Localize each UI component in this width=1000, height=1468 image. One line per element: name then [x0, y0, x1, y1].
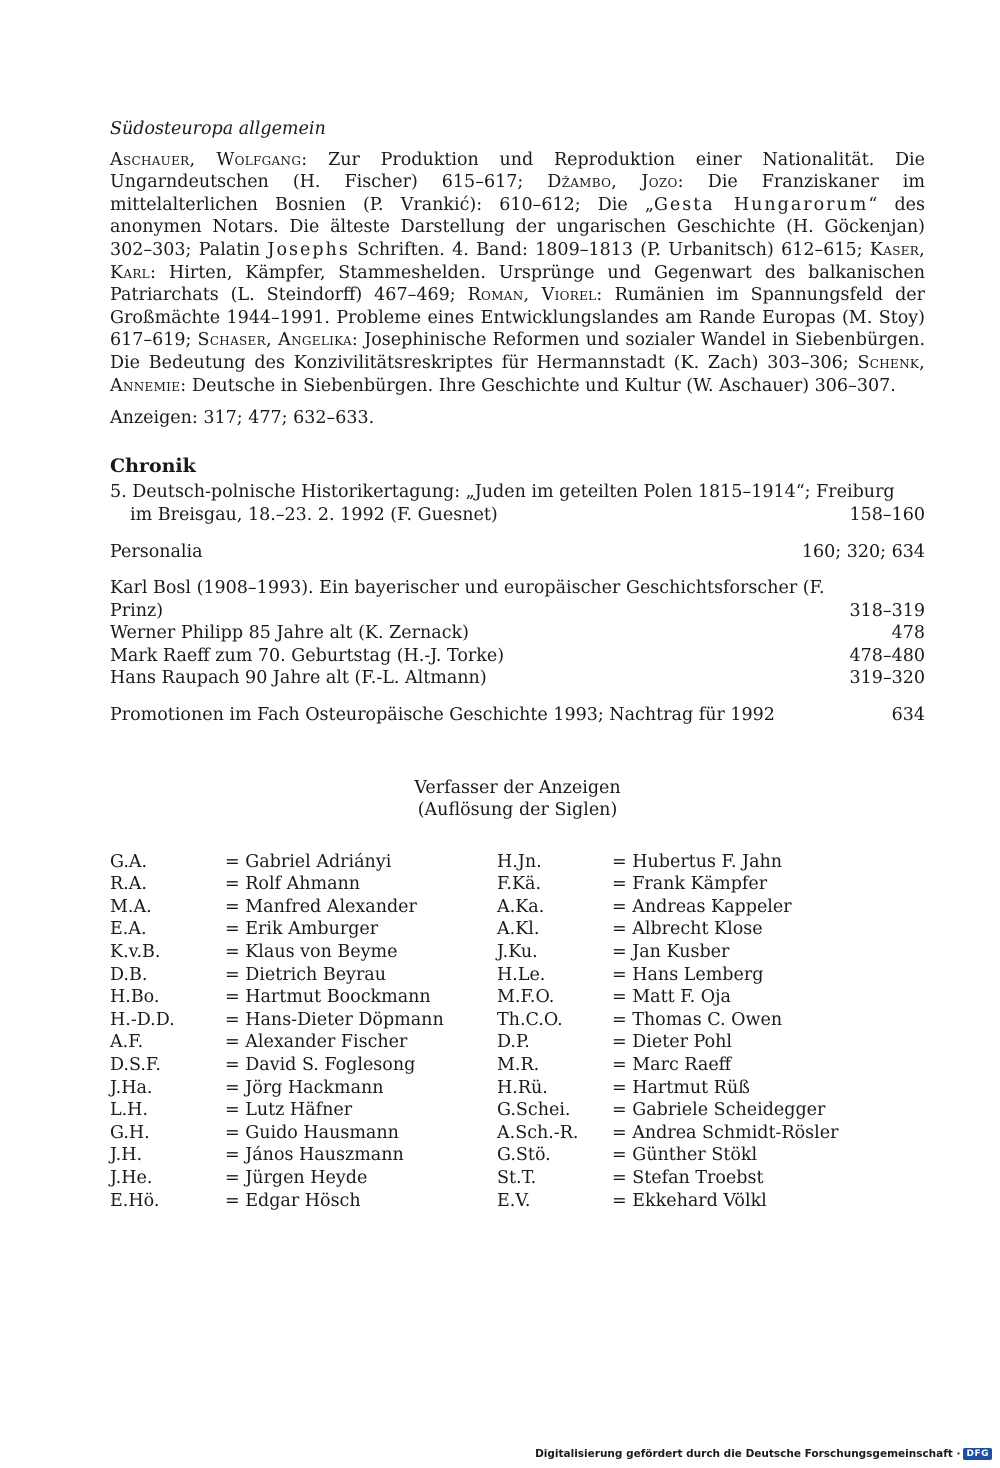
tagung-row	[110, 504, 925, 527]
tagung-pages: 158–160	[849, 504, 925, 525]
sigle-abbreviation: H.Rü.	[497, 1077, 548, 1098]
sigle-abbreviation: A.Sch.-R.	[497, 1122, 579, 1143]
list-item-text: Werner Philipp 85 Jahre alt (K. Zernack)	[110, 623, 469, 644]
list-item-pages: 478–480	[849, 645, 925, 666]
sigle-abbreviation: M.F.O.	[497, 987, 555, 1008]
sigle-author-name: = Andrea Schmidt-Rösler	[612, 1122, 839, 1143]
sigle-author-name: = Frank Kämpfer	[612, 874, 768, 895]
section-heading-suedosteuropa: Südosteuropa allgemein	[110, 119, 326, 139]
page-content	[110, 118, 925, 1212]
sigle-author-name: = Hans-Dieter Döpmann	[225, 1009, 444, 1030]
promotionen-text: Promotionen im Fach Osteuropäische Geschichte 1993; Nachtrag für 1992	[110, 705, 775, 726]
list-item-text: Mark Raeff zum 70. Geburtstag (H.-J. Torke)	[110, 645, 505, 666]
footer-credit	[535, 1448, 992, 1460]
sigle-author-name: = Gabriele Scheidegger	[612, 1100, 826, 1121]
sigle-abbreviation: G.H.	[110, 1122, 150, 1143]
sigle-abbreviation: E.A.	[110, 919, 147, 940]
sigle-abbreviation: E.V.	[497, 1190, 531, 1211]
author-schenk: Schenk, Annemie:	[110, 352, 925, 396]
verfasser-heading	[110, 777, 925, 821]
sigle-abbreviation: A.Kl.	[497, 919, 540, 940]
sigle-abbreviation: D.B.	[110, 964, 148, 985]
sigle-abbreviation: H.Bo.	[110, 987, 160, 1008]
sigle-author-name: = Dietrich Beyrau	[225, 964, 387, 985]
entry-text: Schriften. 4. Band: 1809–1813 (P. Urbanitsch) 612–615;	[349, 239, 870, 260]
sigle-author-name: = Marc Raeff	[612, 1055, 732, 1075]
verfasser-title: Verfasser der Anzeigen	[414, 777, 621, 798]
sigle-author-name: = János Hauszmann	[225, 1145, 404, 1166]
list-item-pages: 319–320	[849, 668, 925, 689]
sigle-abbreviation: F.Kä.	[497, 874, 542, 895]
list-item	[110, 645, 925, 668]
sigle-abbreviation: J.Ha.	[110, 1077, 153, 1098]
sigle-author-name: = Andreas Kappeler	[612, 896, 792, 917]
list-item	[110, 622, 925, 645]
sigle-abbreviation: A.F.	[110, 1032, 144, 1053]
author-roman: Roman, Viorel:	[467, 285, 603, 306]
sigle-author-name: = Manfred Alexander	[225, 896, 417, 917]
sigle-author-name: = Gabriel Adriányi	[225, 851, 392, 872]
sigle-abbreviation: St.T.	[497, 1167, 537, 1188]
sigle-abbreviation: H.Le.	[497, 964, 546, 985]
sigle-abbreviation: J.He.	[110, 1167, 153, 1188]
entry-text: Josephinische Reformen und sozialer Wandel in Siebenbürgen. Die Bedeutung des Konzivilitätsreskriptes für Hermannstadt (K. Zach) 303–306;	[110, 330, 926, 373]
section-heading-chronik: Chronik	[110, 454, 196, 477]
sigle-abbreviation: H.Jn.	[497, 851, 542, 872]
personalia-list	[110, 577, 925, 690]
sigle-abbreviation: M.R.	[497, 1055, 540, 1075]
sigle-author-name: = Hans Lemberg	[612, 964, 764, 985]
sigle-author-name: = Klaus von Beyme	[225, 942, 398, 963]
promotionen-pages: 634	[891, 705, 925, 726]
sigle-author-name: = Rolf Ahmann	[225, 874, 361, 895]
tagung-line-2: im Breisgau, 18.–23. 2. 1992 (F. Guesnet)	[130, 504, 498, 525]
sigle-author-name: = Ekkehard Völkl	[612, 1190, 767, 1211]
siglen-table	[110, 851, 925, 1213]
entry-text: Zur Produktion und Reproduktion einer Nationalität. Die Ungarndeutschen (H. Fischer) 615–617;	[110, 149, 925, 193]
title-gesta-hungarorum: Gesta Hungarorum	[653, 194, 869, 215]
sigle-abbreviation: G.A.	[110, 851, 148, 872]
sigle-author-name: = Hartmut Boockmann	[225, 987, 431, 1008]
entry-text: Deutsche in Siebenbürgen. Ihre Geschichte und Kultur (W. Aschauer) 306–307.	[186, 375, 896, 396]
sigle-author-name: = Hubertus F. Jahn	[612, 851, 783, 872]
anzeigen-line: Anzeigen: 317; 477; 632–633.	[110, 408, 375, 429]
dfg-logo-icon: DFG	[963, 1448, 992, 1460]
sigle-author-name: = Albrecht Klose	[612, 919, 763, 940]
sigle-abbreviation: K.v.B.	[110, 942, 161, 963]
promotionen-row	[110, 704, 925, 727]
sigle-author-name: = Guido Hausmann	[225, 1122, 399, 1143]
list-item-text: Hans Raupach 90 Jahre alt (F.-L. Altmann)	[110, 668, 487, 689]
sigle-abbreviation: G.Schei.	[497, 1100, 571, 1121]
sigle-abbreviation: D.S.F.	[110, 1055, 161, 1075]
entry-text: Hirten, Kämpfer, Stammeshelden. Ursprünge und Gegenwart des balkanischen Patriarchats (L. Steindorff) 467–469;	[110, 262, 925, 306]
sigle-author-name: = Jörg Hackmann	[225, 1077, 384, 1098]
author-kaser: Kaser, Karl:	[110, 239, 925, 283]
sigle-author-name: = Jürgen Heyde	[225, 1167, 368, 1188]
sigle-author-name: = Thomas C. Owen	[612, 1009, 783, 1030]
sigle-author-name: = Stefan Troebst	[612, 1167, 764, 1188]
sigle-abbreviation: G.Stö.	[497, 1145, 551, 1166]
chronik-tagung	[110, 481, 925, 526]
list-item-pages: 478	[891, 623, 925, 644]
sigle-abbreviation: Th.C.O.	[497, 1009, 563, 1030]
author-schaser: Schaser, Angelika:	[197, 330, 359, 351]
sigle-abbreviation: H.-D.D.	[110, 1009, 175, 1030]
sigle-author-name: = Günther Stökl	[612, 1145, 758, 1166]
personalia-pages: 160; 320; 634	[801, 541, 925, 562]
list-item	[110, 577, 925, 622]
author-dzambo: Džambo, Jozo:	[547, 172, 684, 193]
footer-text: Digitalisierung gefördert durch die Deutsche Forschungsgemeinschaft ·	[535, 1448, 961, 1460]
sigle-author-name: = Alexander Fischer	[225, 1032, 408, 1053]
sigle-author-name: = Jan Kusber	[612, 942, 730, 963]
verfasser-subtitle: (Auflösung der Siglen)	[417, 799, 618, 820]
sigle-author-name: = David S. Foglesong	[225, 1055, 416, 1075]
entry-text: Die Franziskaner im mittelalterlichen Bosnien (P. Vrankić): 610–612; Die „	[110, 172, 925, 215]
author-aschauer: Aschauer, Wolfgang:	[110, 149, 308, 170]
list-item-text: Karl Bosl (1908–1993). Ein bayerischer und europäischer Geschichtsforscher (F. Prinz)	[110, 578, 825, 621]
personalia-row	[110, 541, 925, 564]
sigle-author-name: = Dieter Pohl	[612, 1032, 732, 1053]
sigle-abbreviation: L.H.	[110, 1100, 149, 1121]
sigle-abbreviation: J.H.	[110, 1145, 143, 1166]
sigle-author-name: = Hartmut Rüß	[612, 1077, 750, 1098]
sigle-author-name: = Erik Amburger	[225, 919, 379, 940]
sigle-abbreviation: D.P.	[497, 1032, 530, 1053]
sigle-abbreviation: E.Hö.	[110, 1190, 160, 1211]
sigle-abbreviation: R.A.	[110, 874, 147, 895]
list-item	[110, 667, 925, 690]
review-paragraph-suedosteuropa	[110, 149, 925, 398]
list-item-pages: 318–319	[849, 600, 925, 621]
sigle-author-name: = Lutz Häfner	[225, 1100, 353, 1121]
sigle-author-name: = Matt F. Oja	[612, 987, 731, 1008]
personalia-label: Personalia	[110, 541, 203, 562]
tagung-line-1: 5. Deutsch-polnische Historikertagung: „Juden im geteilten Polen 1815–1914“; Freiburg	[110, 482, 895, 503]
sigle-abbreviation: A.Ka.	[497, 896, 545, 917]
entry-text: “ des anonymen Notars. Die älteste Darstellung der ungarischen Geschichte (H. Göckenjan) 302–303; Palatin	[110, 194, 925, 260]
title-josephs: Josephs	[267, 239, 350, 260]
sigle-author-name: = Edgar Hösch	[225, 1190, 361, 1211]
entry-text: Rumänien im Spannungsfeld der Großmächte 1944–1991. Probleme eines Entwicklungslandes am Rande Europas (M. Stoy) 617–619;	[110, 285, 925, 351]
sigle-abbreviation: M.A.	[110, 896, 152, 917]
sigle-abbreviation: J.Ku.	[497, 942, 538, 963]
